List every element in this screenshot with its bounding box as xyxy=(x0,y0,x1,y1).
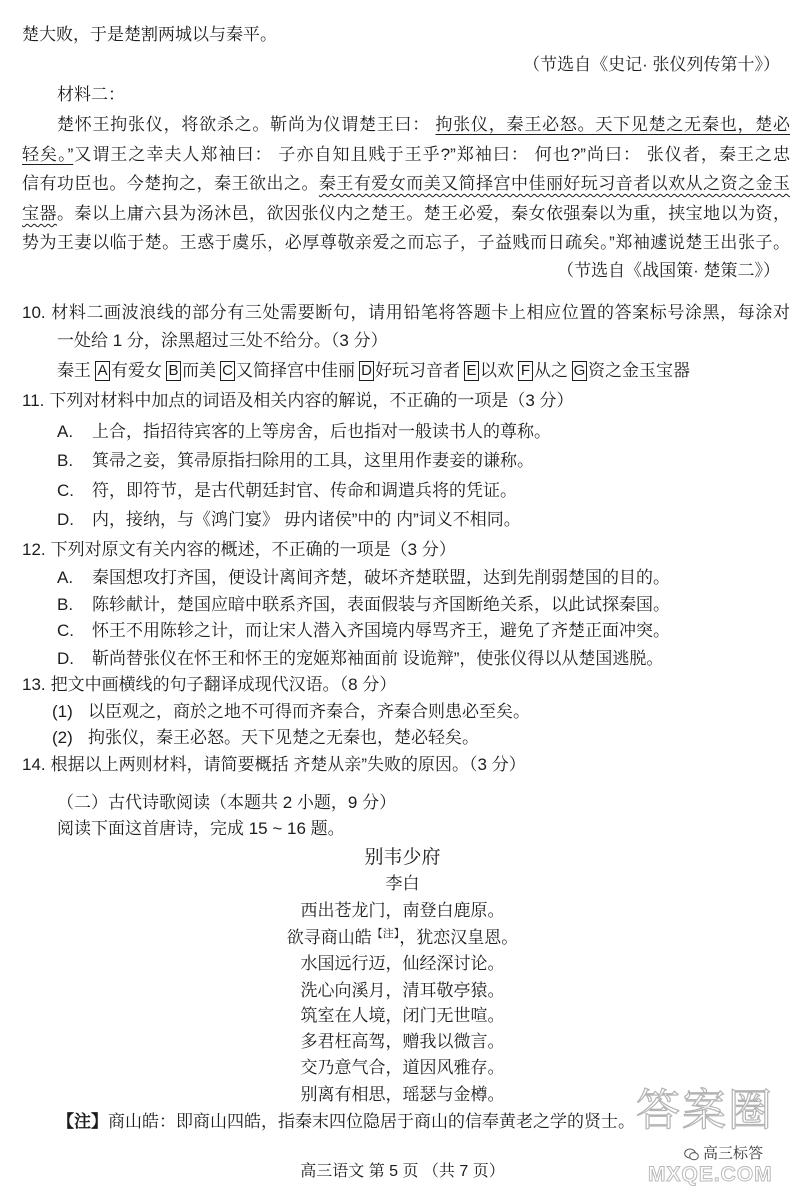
option-text: 靳尚替张仪在怀王和怀王的宠姬郑袖面前 设诡辩”，使张仪得以从楚国逃脱。 xyxy=(92,649,664,668)
question-13-stem xyxy=(22,673,396,697)
poem-line: 西出苍龙门，南登白鹿原。 xyxy=(300,901,505,920)
option-c xyxy=(57,619,670,643)
answer-box-e: E xyxy=(464,361,479,381)
passage-line xyxy=(22,143,790,167)
option-text: 怀王不用陈轸之计，而让宋人潜入齐国境内辱骂齐王，避免了齐楚正面冲突。 xyxy=(92,621,670,640)
poem-author: 李白 xyxy=(385,874,420,893)
poem-line: 筑室在人境，闭门无世喧。 xyxy=(300,1006,505,1025)
option-text: 陈轸献计，楚国应暗中联系齐国，表面假装与齐国断绝关系，以此试探秦国。 xyxy=(92,595,670,614)
question-text: 材料二画波浪线的部分有三处需要断句，请用铅笔将答题卡上相应位置的答案标号涂黑，每涂对 xyxy=(50,303,790,322)
question-number: 12. xyxy=(22,540,46,559)
answer-segment: 又简择宫中佳丽 xyxy=(236,361,355,380)
poem-line: 别离有相思，瑶瑟与金樽。 xyxy=(300,1085,505,1104)
passage-text: 势为王妻以临于楚。王惑于虞乐，必厚尊敬亲爱之而忘子，子益贱而日疏矣。”郑袖遽说楚王出张子。 xyxy=(22,233,790,252)
option-d xyxy=(57,508,521,532)
poem-title: 别韦少府 xyxy=(364,847,441,868)
option-label: D. xyxy=(57,649,74,668)
answer-segment: 以欢 xyxy=(480,361,514,380)
question-number: 13. xyxy=(22,675,46,694)
answer-segment: 资之金玉宝器 xyxy=(588,361,690,380)
poem-line: 交乃意气合，道因风雅存。 xyxy=(300,1058,505,1077)
sub-item-2 xyxy=(52,726,479,750)
question-12-stem xyxy=(22,538,456,562)
poem-line: 水国远行迈，仙经深讨论。 xyxy=(300,954,505,973)
poem-line xyxy=(0,926,805,950)
sub-item-text: 拘张仪，秦王必怒。天下见楚之无秦也，楚必轻矣。 xyxy=(88,728,479,747)
answer-box-d: D xyxy=(359,361,374,381)
passage-text: 信有功臣也。今楚拘之，秦王欲出之。 xyxy=(22,174,319,193)
sub-item-label: (1) xyxy=(52,702,73,721)
passage-text: 。秦以上庸六县为汤沐邑，欲因张仪内之楚王。楚王必爱，秦女依强秦以为重，挟宝地以为资， xyxy=(56,204,791,223)
question-text: 把文中画横线的句子翻译成现代汉语。（8 分） xyxy=(50,675,397,694)
question-11-stem xyxy=(22,389,574,413)
option-a xyxy=(57,420,551,444)
poem-line: 洗心向溪月，清耳敬亭猿。 xyxy=(300,981,505,1000)
option-text: 符，即符节，是古代朝廷封官、传命和调遣兵将的凭证。 xyxy=(92,481,517,500)
question-text: 根据以上两则材料，请简要概括 齐楚从亲”失败的原因。（3 分） xyxy=(50,755,526,774)
answer-box-g: G xyxy=(573,361,586,379)
question-text: 下列对原文有关内容的概述，不正确的一项是（3 分） xyxy=(50,540,456,559)
page-footer: 高三语文 第 5 页 （共 7 页） xyxy=(300,1163,505,1180)
passage-line xyxy=(22,231,790,255)
answer-segment: 有爱女 xyxy=(111,361,162,380)
section-heading: （二）古代诗歌阅读（本题共 2 小题，9 分） xyxy=(57,793,397,812)
option-label: A. xyxy=(57,568,74,587)
source-citation: （节选自《史记· 张仪列传第十》） xyxy=(523,55,780,74)
option-label: C. xyxy=(57,481,74,500)
underlined-sentence: 轻矣。” xyxy=(22,145,74,164)
sub-item-label: (2) xyxy=(52,728,73,747)
option-label: D. xyxy=(57,510,74,529)
passage-text: 又谓王之幸夫人郑袖曰： 子亦自知且贱于王乎?”郑袖曰： 何也?”尚曰： 张仪者，秦王之忠 xyxy=(73,145,790,164)
watermark-site: MXQE.COM xyxy=(648,1163,773,1186)
annotation-note xyxy=(57,1110,635,1134)
question-number: 14. xyxy=(22,755,46,774)
passage-line: 楚大败，于是楚割两城以与秦平。 xyxy=(22,25,277,44)
option-label: C. xyxy=(57,621,74,640)
wavy-underlined-text: 秦王有爱女而美又简择宫中佳丽好玩习音者以欢从之资之金玉 xyxy=(318,174,790,193)
question-14-stem xyxy=(22,753,526,777)
passage-line xyxy=(57,113,790,137)
poem-text: ，犹恋汉皇恩。 xyxy=(399,928,519,947)
answer-lead-text: 秦王 xyxy=(57,361,91,380)
option-text: 上合，指招待宾客的上等房舍，后也指对一般读书人的尊称。 xyxy=(92,422,551,441)
watermark-account: 高三标答 xyxy=(703,1145,764,1162)
option-c xyxy=(57,479,517,503)
annotation-mark: 【注】 xyxy=(371,928,400,940)
note-label: 【注】 xyxy=(57,1112,108,1131)
sub-item-1 xyxy=(52,700,530,724)
material-heading: 材料二： xyxy=(57,85,125,104)
option-text: 内，接纳，与《鸿门宴》 毋内诸侯”中的 内”词义不相同。 xyxy=(92,510,521,529)
answer-box-c: C xyxy=(220,361,235,381)
passage-line xyxy=(22,202,790,226)
section-instruction: 阅读下面这首唐诗，完成 15 ~ 16 题。 xyxy=(57,819,345,838)
question-10-answer-line xyxy=(57,359,690,383)
source-citation: （节选自《战国策· 楚策二》） xyxy=(557,261,780,280)
option-b xyxy=(57,449,534,473)
question-number: 11. xyxy=(22,391,45,410)
option-text: 秦国想攻打齐国，便设计离间齐楚，破坏齐楚联盟，达到先削弱楚国的目的。 xyxy=(92,568,670,587)
answer-box-f: F xyxy=(518,361,533,381)
option-b xyxy=(57,593,670,617)
sub-item-text: 以臣观之，商於之地不可得而齐秦合，齐秦合则患必至矣。 xyxy=(88,702,530,721)
passage-line xyxy=(22,172,790,196)
note-text: 商山皓：即商山四皓，指秦末四位隐居于商山的信奉黄老之学的贤士。 xyxy=(108,1112,635,1131)
underlined-sentence: 拘张仪，秦王必怒。天下见楚之无秦也，楚必 xyxy=(435,115,790,134)
answer-segment: 好玩习音者 xyxy=(375,361,460,380)
option-label: B. xyxy=(57,595,74,614)
option-label: A. xyxy=(57,422,74,441)
watermark-logo: 答案圈 xyxy=(636,1086,774,1135)
question-10-stem-continued: 一处给 1 分，涂黑超过三处不给分。（3 分） xyxy=(57,331,388,350)
answer-box-a: A xyxy=(95,361,110,381)
answer-segment: 从之 xyxy=(534,361,568,380)
option-text: 箕帚之妾，箕帚原指扫除用的工具，这里用作妻妾的谦称。 xyxy=(92,451,534,470)
option-a xyxy=(57,566,670,590)
passage-text: 楚怀王拘张仪，将欲杀之。靳尚为仪谓楚王曰： xyxy=(57,115,436,134)
answer-box-b: B xyxy=(166,361,181,381)
answer-segment: 而美 xyxy=(182,361,216,380)
question-number: 10. xyxy=(22,303,46,322)
poem-text: 欲寻商山皓 xyxy=(286,928,372,947)
option-d xyxy=(57,647,663,671)
question-10-stem xyxy=(22,301,790,325)
option-label: B. xyxy=(57,451,74,470)
poem-line: 多君枉高驾，赠我以微言。 xyxy=(300,1032,505,1051)
question-text: 下列对材料中加点的词语及相关内容的解说，不正确的一项是（3 分） xyxy=(49,391,574,410)
wavy-underlined-text: 宝器 xyxy=(22,204,57,223)
